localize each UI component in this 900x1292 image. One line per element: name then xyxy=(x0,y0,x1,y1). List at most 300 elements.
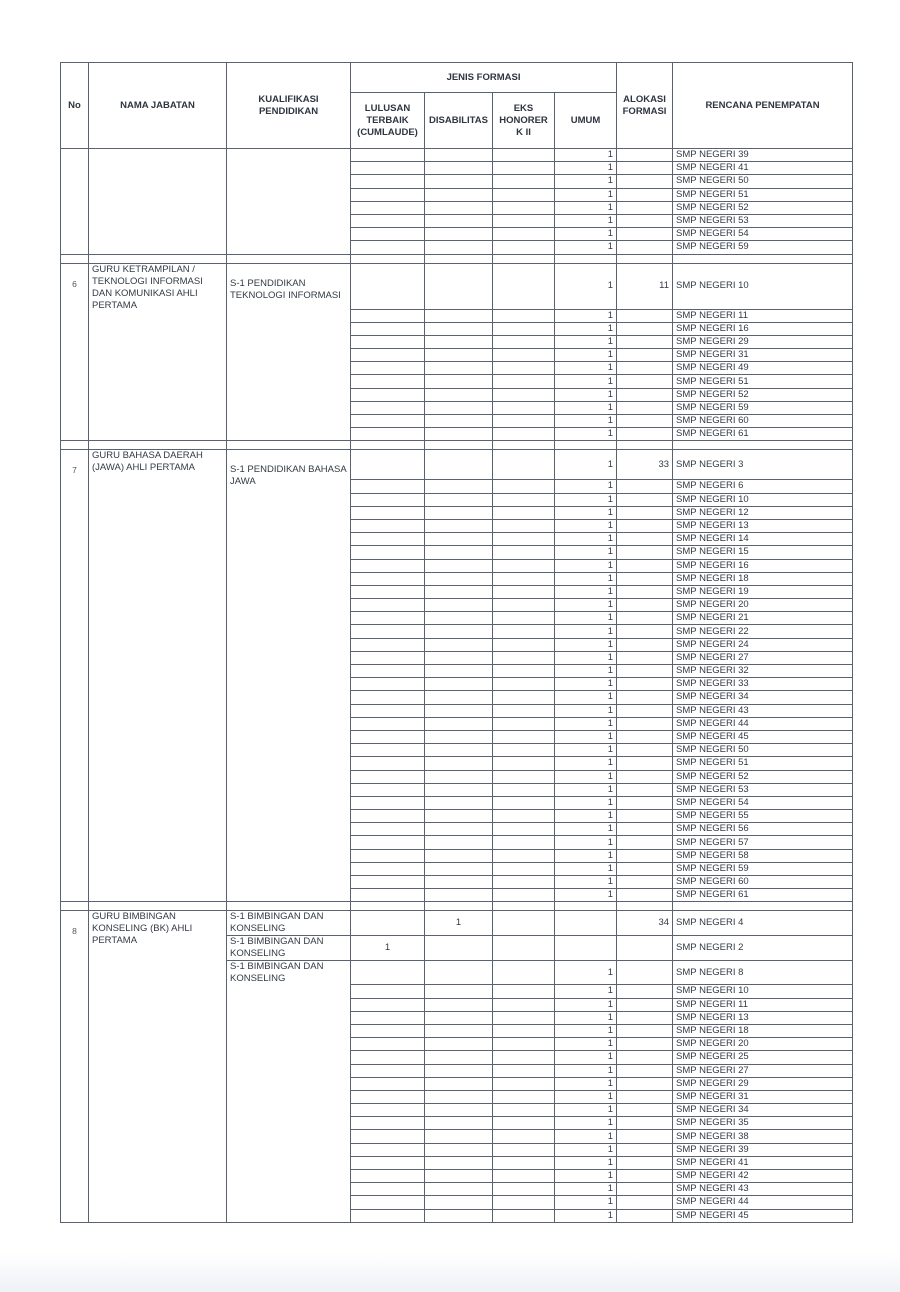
umum-cell: 1 xyxy=(555,985,617,998)
spacer-cell xyxy=(227,441,351,450)
umum-cell: 1 xyxy=(555,1011,617,1024)
disabilitas-cell xyxy=(425,375,493,388)
lulusan-cell xyxy=(351,362,425,375)
disabilitas-cell xyxy=(425,162,493,175)
eks-honorer-cell xyxy=(493,263,555,309)
umum-cell: 1 xyxy=(555,1024,617,1037)
rencana-penempatan-cell: SMP NEGERI 42 xyxy=(673,1170,853,1183)
rencana-penempatan-cell: SMP NEGERI 61 xyxy=(673,889,853,902)
disabilitas-cell xyxy=(425,678,493,691)
lulusan-cell xyxy=(351,1051,425,1064)
lulusan-cell xyxy=(351,717,425,730)
alokasi-cell xyxy=(617,770,673,783)
disabilitas-cell xyxy=(425,1090,493,1103)
spacer-cell xyxy=(351,441,425,450)
disabilitas-cell xyxy=(425,362,493,375)
eks-honorer-cell xyxy=(493,823,555,836)
alokasi-cell xyxy=(617,876,673,889)
umum-cell: 1 xyxy=(555,704,617,717)
umum-cell: 1 xyxy=(555,1170,617,1183)
umum-cell: 1 xyxy=(555,241,617,254)
umum-cell: 1 xyxy=(555,744,617,757)
eks-honorer-cell xyxy=(493,1183,555,1196)
kualifikasi-cell xyxy=(227,149,351,255)
lulusan-cell xyxy=(351,810,425,823)
spacer-cell xyxy=(673,254,853,263)
disabilitas-cell xyxy=(425,401,493,414)
eks-honorer-cell xyxy=(493,717,555,730)
umum-cell: 1 xyxy=(555,188,617,201)
lulusan-cell xyxy=(351,450,425,480)
alokasi-cell xyxy=(617,214,673,227)
alokasi-cell xyxy=(617,375,673,388)
lulusan-cell xyxy=(351,876,425,889)
alokasi-cell xyxy=(617,322,673,335)
eks-honorer-cell xyxy=(493,375,555,388)
alokasi-cell xyxy=(617,889,673,902)
eks-honorer-cell xyxy=(493,572,555,585)
disabilitas-cell xyxy=(425,349,493,362)
header-lulusan: LULUSAN TERBAIK (CUMLAUDE) xyxy=(351,93,425,149)
lulusan-cell xyxy=(351,961,425,985)
disabilitas-cell xyxy=(425,1183,493,1196)
disabilitas-cell xyxy=(425,388,493,401)
lulusan-cell xyxy=(351,585,425,598)
alokasi-cell xyxy=(617,1130,673,1143)
alokasi-cell xyxy=(617,1117,673,1130)
eks-honorer-cell xyxy=(493,1051,555,1064)
header-nama-jabatan: NAMA JABATAN xyxy=(89,63,227,149)
eks-honorer-cell xyxy=(493,175,555,188)
disabilitas-cell xyxy=(425,810,493,823)
umum-cell: 1 xyxy=(555,546,617,559)
header-disabilitas: DISABILITAS xyxy=(425,93,493,149)
lulusan-cell xyxy=(351,1011,425,1024)
rencana-penempatan-cell: SMP NEGERI 8 xyxy=(673,961,853,985)
umum-cell: 1 xyxy=(555,388,617,401)
alokasi-cell xyxy=(617,415,673,428)
alokasi-cell xyxy=(617,757,673,770)
lulusan-cell xyxy=(351,1024,425,1037)
alokasi-cell xyxy=(617,1038,673,1051)
rencana-penempatan-cell: SMP NEGERI 12 xyxy=(673,506,853,519)
disabilitas-cell xyxy=(425,1143,493,1156)
spacer-cell xyxy=(493,254,555,263)
umum-cell: 1 xyxy=(555,730,617,743)
rencana-penempatan-cell: SMP NEGERI 60 xyxy=(673,876,853,889)
spacer-cell xyxy=(89,902,227,911)
spacer-cell xyxy=(89,441,227,450)
lulusan-cell xyxy=(351,388,425,401)
spacer-cell xyxy=(425,441,493,450)
rencana-penempatan-cell: SMP NEGERI 31 xyxy=(673,1090,853,1103)
spacer-cell xyxy=(425,254,493,263)
spacer-cell xyxy=(61,254,89,263)
lulusan-cell xyxy=(351,849,425,862)
disabilitas-cell xyxy=(425,1196,493,1209)
spacer-cell xyxy=(227,902,351,911)
eks-honorer-cell xyxy=(493,783,555,796)
eks-honorer-cell xyxy=(493,1170,555,1183)
alokasi-cell xyxy=(617,638,673,651)
disabilitas-cell xyxy=(425,241,493,254)
rencana-penempatan-cell: SMP NEGERI 34 xyxy=(673,1104,853,1117)
lulusan-cell xyxy=(351,1156,425,1169)
rencana-penempatan-cell: SMP NEGERI 10 xyxy=(673,493,853,506)
eks-honorer-cell xyxy=(493,836,555,849)
eks-honorer-cell xyxy=(493,796,555,809)
umum-cell: 1 xyxy=(555,1077,617,1090)
rencana-penempatan-cell: SMP NEGERI 59 xyxy=(673,401,853,414)
alokasi-cell xyxy=(617,625,673,638)
umum-cell: 1 xyxy=(555,1183,617,1196)
alokasi-cell xyxy=(617,599,673,612)
rencana-penempatan-cell: SMP NEGERI 25 xyxy=(673,1051,853,1064)
rencana-penempatan-cell: SMP NEGERI 13 xyxy=(673,519,853,532)
alokasi-cell xyxy=(617,335,673,348)
header-eks-honorer: EKS HONORER K II xyxy=(493,93,555,149)
row-number: 8 xyxy=(61,911,89,1222)
alokasi-cell xyxy=(617,362,673,375)
umum-cell: 1 xyxy=(555,717,617,730)
umum-cell: 1 xyxy=(555,665,617,678)
disabilitas-cell xyxy=(425,612,493,625)
table-header xyxy=(61,63,853,149)
alokasi-cell xyxy=(617,744,673,757)
rencana-penempatan-cell: SMP NEGERI 51 xyxy=(673,375,853,388)
rencana-penempatan-cell: SMP NEGERI 60 xyxy=(673,415,853,428)
alokasi-cell xyxy=(617,796,673,809)
lulusan-cell xyxy=(351,691,425,704)
alokasi-cell xyxy=(617,506,673,519)
alokasi-cell xyxy=(617,985,673,998)
eks-honorer-cell xyxy=(493,1130,555,1143)
lulusan-cell xyxy=(351,757,425,770)
lulusan-cell xyxy=(351,665,425,678)
alokasi-cell xyxy=(617,228,673,241)
umum-cell: 1 xyxy=(555,572,617,585)
disabilitas-cell xyxy=(425,450,493,480)
umum-cell: 1 xyxy=(555,836,617,849)
eks-honorer-cell xyxy=(493,625,555,638)
rencana-penempatan-cell: SMP NEGERI 54 xyxy=(673,796,853,809)
header-kualifikasi: KUALIFIKASI PENDIDIKAN xyxy=(227,63,351,149)
rencana-penempatan-cell: SMP NEGERI 53 xyxy=(673,783,853,796)
disabilitas-cell xyxy=(425,546,493,559)
lulusan-cell xyxy=(351,415,425,428)
eks-honorer-cell xyxy=(493,162,555,175)
page-bottom-shade xyxy=(0,1252,900,1292)
rencana-penempatan-cell: SMP NEGERI 34 xyxy=(673,691,853,704)
lulusan-cell xyxy=(351,730,425,743)
rencana-penempatan-cell: SMP NEGERI 44 xyxy=(673,717,853,730)
umum-cell: 1 xyxy=(555,1130,617,1143)
umum-cell: 1 xyxy=(555,506,617,519)
umum-cell: 1 xyxy=(555,519,617,532)
eks-honorer-cell xyxy=(493,889,555,902)
umum-cell: 1 xyxy=(555,625,617,638)
rencana-penempatan-cell: SMP NEGERI 24 xyxy=(673,638,853,651)
rencana-penempatan-cell: SMP NEGERI 43 xyxy=(673,1183,853,1196)
umum-cell: 1 xyxy=(555,162,617,175)
disabilitas-cell xyxy=(425,428,493,441)
disabilitas-cell xyxy=(425,665,493,678)
rencana-penempatan-cell: SMP NEGERI 56 xyxy=(673,823,853,836)
alokasi-cell xyxy=(617,149,673,162)
alokasi-cell xyxy=(617,546,673,559)
spacer-cell xyxy=(493,902,555,911)
alokasi-cell xyxy=(617,862,673,875)
alokasi-cell xyxy=(617,783,673,796)
rencana-penempatan-cell: SMP NEGERI 31 xyxy=(673,349,853,362)
lulusan-cell xyxy=(351,770,425,783)
rencana-penempatan-cell: SMP NEGERI 3 xyxy=(673,450,853,480)
umum-cell: 1 xyxy=(555,559,617,572)
spacer-cell xyxy=(673,441,853,450)
alokasi-cell: 34 xyxy=(617,911,673,936)
lulusan-cell xyxy=(351,493,425,506)
spacer-cell xyxy=(555,902,617,911)
disabilitas-cell xyxy=(425,936,493,961)
eks-honorer-cell xyxy=(493,1024,555,1037)
umum-cell: 1 xyxy=(555,493,617,506)
alokasi-cell xyxy=(617,480,673,493)
disabilitas-cell xyxy=(425,783,493,796)
disabilitas-cell xyxy=(425,309,493,322)
rencana-penempatan-cell: SMP NEGERI 51 xyxy=(673,188,853,201)
spacer-cell xyxy=(617,441,673,450)
alokasi-cell xyxy=(617,388,673,401)
alokasi-cell xyxy=(617,1090,673,1103)
rencana-penempatan-cell: SMP NEGERI 29 xyxy=(673,1077,853,1090)
disabilitas-cell xyxy=(425,1209,493,1222)
disabilitas-cell xyxy=(425,480,493,493)
umum-cell: 1 xyxy=(555,889,617,902)
rencana-penempatan-cell: SMP NEGERI 39 xyxy=(673,1143,853,1156)
rencana-penempatan-cell: SMP NEGERI 29 xyxy=(673,335,853,348)
alokasi-cell xyxy=(617,349,673,362)
alokasi-cell xyxy=(617,810,673,823)
eks-honorer-cell xyxy=(493,961,555,985)
umum-cell: 1 xyxy=(555,1143,617,1156)
eks-honorer-cell xyxy=(493,1064,555,1077)
lulusan-cell xyxy=(351,612,425,625)
lulusan-cell xyxy=(351,428,425,441)
lulusan-cell xyxy=(351,796,425,809)
lulusan-cell xyxy=(351,599,425,612)
umum-cell: 1 xyxy=(555,638,617,651)
lulusan-cell xyxy=(351,678,425,691)
eks-honorer-cell xyxy=(493,401,555,414)
alokasi-cell xyxy=(617,998,673,1011)
disabilitas-cell xyxy=(425,188,493,201)
disabilitas-cell xyxy=(425,849,493,862)
eks-honorer-cell xyxy=(493,149,555,162)
spacer-cell xyxy=(617,902,673,911)
alokasi-cell xyxy=(617,730,673,743)
eks-honorer-cell xyxy=(493,362,555,375)
lulusan-cell xyxy=(351,862,425,875)
group-spacer-row xyxy=(61,441,853,450)
row-number: 7 xyxy=(61,450,89,902)
eks-honorer-cell xyxy=(493,188,555,201)
eks-honorer-cell xyxy=(493,388,555,401)
lulusan-cell xyxy=(351,998,425,1011)
lulusan-cell xyxy=(351,214,425,227)
lulusan-cell xyxy=(351,349,425,362)
rencana-penempatan-cell: SMP NEGERI 44 xyxy=(673,1196,853,1209)
alokasi-cell xyxy=(617,428,673,441)
eks-honorer-cell xyxy=(493,349,555,362)
rencana-penempatan-cell: SMP NEGERI 18 xyxy=(673,572,853,585)
eks-honorer-cell xyxy=(493,862,555,875)
rencana-penempatan-cell: SMP NEGERI 20 xyxy=(673,599,853,612)
eks-honorer-cell xyxy=(493,876,555,889)
umum-cell: 1 xyxy=(555,599,617,612)
disabilitas-cell xyxy=(425,1117,493,1130)
lulusan-cell xyxy=(351,1196,425,1209)
alokasi-cell xyxy=(617,241,673,254)
alokasi-cell xyxy=(617,717,673,730)
umum-cell: 1 xyxy=(555,362,617,375)
lulusan-cell xyxy=(351,241,425,254)
lulusan-cell xyxy=(351,546,425,559)
rencana-penempatan-cell: SMP NEGERI 55 xyxy=(673,810,853,823)
umum-cell: 1 xyxy=(555,810,617,823)
lulusan-cell xyxy=(351,559,425,572)
spacer-cell xyxy=(555,441,617,450)
eks-honorer-cell xyxy=(493,911,555,936)
spacer-cell xyxy=(351,254,425,263)
eks-honorer-cell xyxy=(493,730,555,743)
alokasi-cell xyxy=(617,849,673,862)
eks-honorer-cell xyxy=(493,1143,555,1156)
lulusan-cell xyxy=(351,651,425,664)
umum-cell: 1 xyxy=(555,585,617,598)
lulusan-cell xyxy=(351,1183,425,1196)
alokasi-cell xyxy=(617,691,673,704)
disabilitas-cell xyxy=(425,638,493,651)
rencana-penempatan-cell: SMP NEGERI 45 xyxy=(673,1209,853,1222)
formasi-table xyxy=(60,62,853,1223)
umum-cell: 1 xyxy=(555,175,617,188)
disabilitas-cell xyxy=(425,175,493,188)
rencana-penempatan-cell: SMP NEGERI 13 xyxy=(673,1011,853,1024)
lulusan-cell xyxy=(351,1170,425,1183)
eks-honorer-cell xyxy=(493,936,555,961)
disabilitas-cell xyxy=(425,625,493,638)
alokasi-cell xyxy=(617,1064,673,1077)
rencana-penempatan-cell: SMP NEGERI 45 xyxy=(673,730,853,743)
table-row xyxy=(61,149,853,162)
kualifikasi-cell: S-1 BIMBINGAN DAN KONSELING xyxy=(227,936,351,961)
alokasi-cell: 33 xyxy=(617,450,673,480)
rencana-penempatan-cell: SMP NEGERI 39 xyxy=(673,149,853,162)
lulusan-cell xyxy=(351,625,425,638)
disabilitas-cell xyxy=(425,1011,493,1024)
umum-cell: 1 xyxy=(555,1064,617,1077)
rencana-penempatan-cell: SMP NEGERI 58 xyxy=(673,849,853,862)
eks-honorer-cell xyxy=(493,998,555,1011)
spacer-cell xyxy=(351,902,425,911)
eks-honorer-cell xyxy=(493,985,555,998)
lulusan-cell xyxy=(351,1143,425,1156)
disabilitas-cell xyxy=(425,519,493,532)
disabilitas-cell xyxy=(425,506,493,519)
alokasi-cell xyxy=(617,651,673,664)
alokasi-cell xyxy=(617,493,673,506)
lulusan-cell xyxy=(351,572,425,585)
alokasi-cell xyxy=(617,309,673,322)
umum-cell: 1 xyxy=(555,783,617,796)
eks-honorer-cell xyxy=(493,1209,555,1222)
header-alokasi: ALOKASI FORMASI xyxy=(617,63,673,149)
spacer-cell xyxy=(425,902,493,911)
umum-cell: 1 xyxy=(555,1038,617,1051)
header-no: No xyxy=(61,63,89,149)
umum-cell: 1 xyxy=(555,149,617,162)
eks-honorer-cell xyxy=(493,1156,555,1169)
lulusan-cell xyxy=(351,889,425,902)
eks-honorer-cell xyxy=(493,335,555,348)
row-number xyxy=(61,149,89,255)
disabilitas-cell xyxy=(425,889,493,902)
header-umum: UMUM xyxy=(555,93,617,149)
disabilitas-cell xyxy=(425,757,493,770)
header-jenis-formasi: JENIS FORMASI xyxy=(351,63,617,93)
umum-cell: 1 xyxy=(555,322,617,335)
lulusan-cell xyxy=(351,783,425,796)
alokasi-cell xyxy=(617,585,673,598)
eks-honorer-cell xyxy=(493,1090,555,1103)
eks-honorer-cell xyxy=(493,214,555,227)
lulusan-cell xyxy=(351,1038,425,1051)
rencana-penempatan-cell: SMP NEGERI 18 xyxy=(673,1024,853,1037)
alokasi-cell xyxy=(617,1077,673,1090)
disabilitas-cell xyxy=(425,796,493,809)
rencana-penempatan-cell: SMP NEGERI 6 xyxy=(673,480,853,493)
alokasi-cell xyxy=(617,704,673,717)
eks-honorer-cell xyxy=(493,638,555,651)
disabilitas-cell xyxy=(425,704,493,717)
alokasi-cell xyxy=(617,401,673,414)
lulusan-cell xyxy=(351,985,425,998)
umum-cell: 1 xyxy=(555,796,617,809)
rencana-penempatan-cell: SMP NEGERI 54 xyxy=(673,228,853,241)
eks-honorer-cell xyxy=(493,651,555,664)
alokasi-cell xyxy=(617,836,673,849)
umum-cell: 1 xyxy=(555,757,617,770)
disabilitas-cell xyxy=(425,559,493,572)
umum-cell: 1 xyxy=(555,849,617,862)
umum-cell: 1 xyxy=(555,309,617,322)
umum-cell: 1 xyxy=(555,428,617,441)
nama-jabatan-cell: GURU KETRAMPILAN / TEKNOLOGI INFORMASI DAN KOMUNIKASI AHLI PERTAMA xyxy=(89,263,227,441)
spacer-cell xyxy=(617,254,673,263)
rencana-penempatan-cell: SMP NEGERI 57 xyxy=(673,836,853,849)
eks-honorer-cell xyxy=(493,309,555,322)
eks-honorer-cell xyxy=(493,691,555,704)
disabilitas-cell xyxy=(425,717,493,730)
disabilitas-cell xyxy=(425,214,493,227)
lulusan-cell xyxy=(351,1209,425,1222)
disabilitas-cell xyxy=(425,415,493,428)
spacer-cell xyxy=(227,254,351,263)
eks-honorer-cell xyxy=(493,428,555,441)
nama-jabatan-cell: GURU BAHASA DAERAH (JAWA) AHLI PERTAMA xyxy=(89,450,227,902)
disabilitas-cell xyxy=(425,1130,493,1143)
rencana-penempatan-cell: SMP NEGERI 2 xyxy=(673,936,853,961)
